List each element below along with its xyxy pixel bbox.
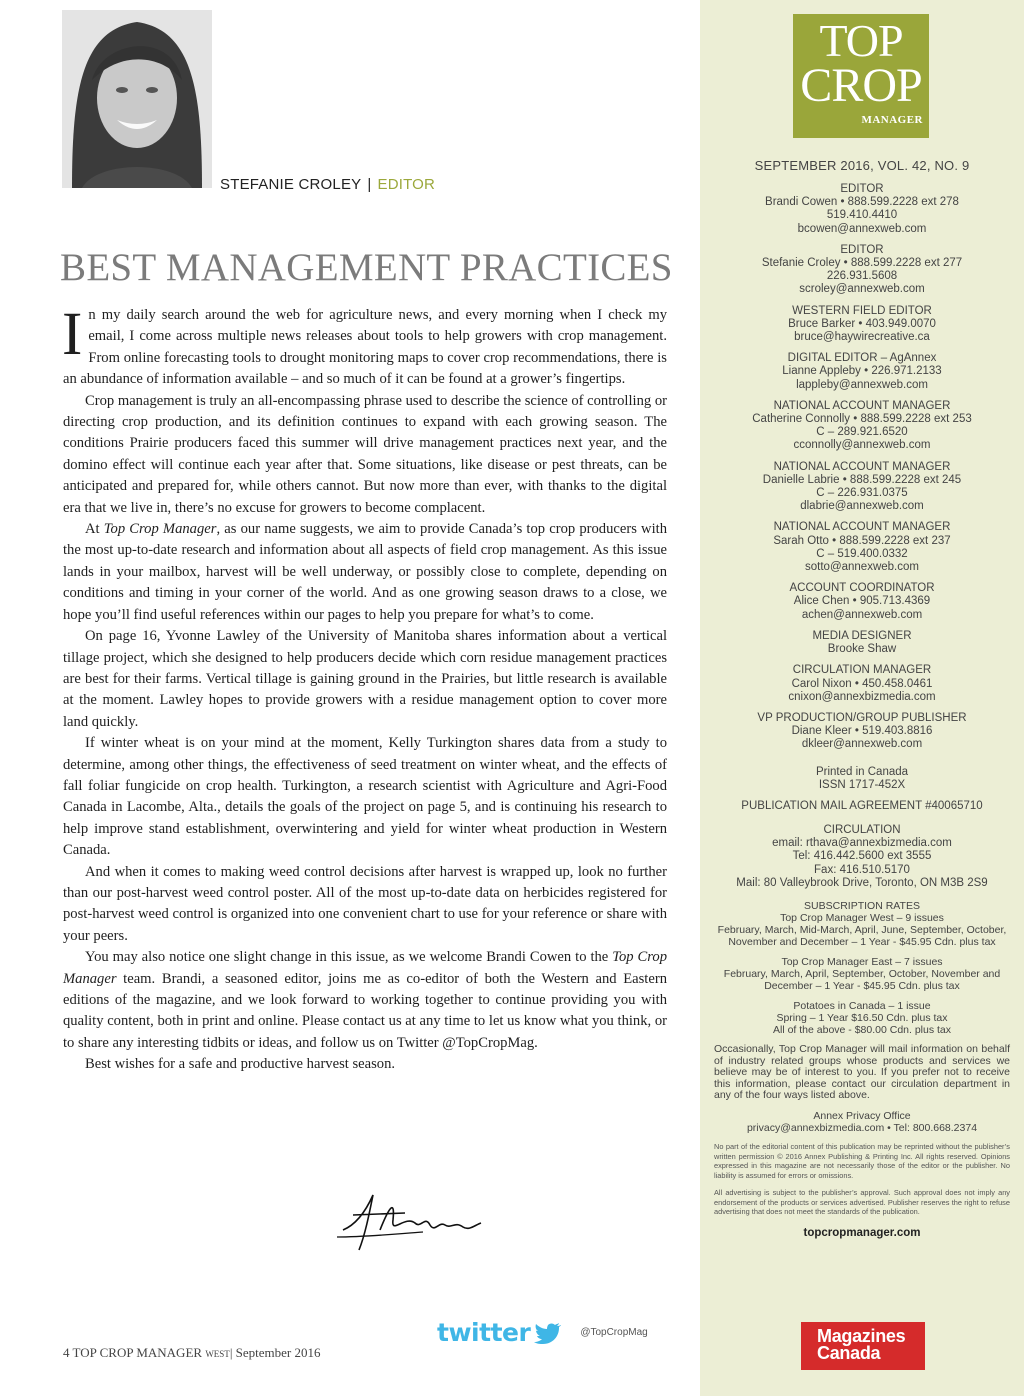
staff-title: CIRCULATION MANAGER	[792, 664, 932, 677]
staff-email[interactable]: dlabrie@annexweb.com	[800, 500, 924, 513]
staff-email[interactable]: scroley@annexweb.com	[799, 283, 925, 296]
paragraph-3: At Top Crop Manager, as our name suggests, we aim to provide Canada’s top crop producers with the most up-to-date research and information about all aspects of field crop management. As this issue lands in your mailbox, harvest will be well underway, or possibly close to complete, depending on conditions and timing in your corner of the world. And as one growing season draws to a close, we hope you’ll find useful references within our pages to help you prepare for what’s to come.	[63, 521, 667, 623]
logo-crop-text: CROP	[800, 59, 922, 112]
editor-portrait-image	[62, 10, 212, 188]
subscription-rates: SUBSCRIPTION RATES Top Crop Manager West – 9 issues February, March, Mid-March, April, June, September, October, November and December – 1 Year - $45.95 Cdn. plus tax	[717, 899, 1007, 948]
article-body	[62, 301, 667, 1076]
staff-title: NATIONAL ACCOUNT MANAGER	[773, 399, 951, 412]
folio-edition: WEST	[205, 1349, 230, 1359]
paragraph-2: Crop management is truly an all-encompassing phrase used to describe the science of controlling or directing crop production, and its definition continues to expand with each growing season. The conditions Prairie producers faced this summer will drive management practices next year, and the domino effect will continue each year after that. Some situations, like disease or pest threats, can be anticipated and prepared for, while others cannot. But now more than ever, with thanks to the digital era that we live in, there’s no excuse for growers to become complacent.	[63, 392, 667, 516]
circulation-info: CIRCULATION email: rthava@annexbizmedia.com Tel: 416.442.5600 ext 3555 Fax: 416.510.5170 Mail: 80 Valleybrook Drive, Toronto, ON M3B 2S9	[714, 824, 1010, 890]
staff-title: CIRCULATION	[823, 823, 901, 836]
editor-role: EDITOR	[377, 176, 436, 193]
staff-title: NATIONAL ACCOUNT MANAGER	[773, 521, 951, 534]
staff-title: MEDIA DESIGNER	[812, 629, 912, 642]
paragraph-8: Best wishes for a safe and productive harvest season.	[85, 1056, 396, 1073]
staff-email[interactable]: achen@annexweb.com	[801, 608, 923, 621]
subscription-east: Top Crop Manager East – 7 issues February, March, April, September, October, November and December – 1 Year - $45.95 Cdn. plus tax	[723, 955, 1001, 992]
staff-account-manager-2: NATIONAL ACCOUNT MANAGER Danielle Labrie • 888.599.2228 ext 245 C – 226.931.0375 dlabrie@annexweb.com	[714, 461, 1010, 514]
staff-editor-2: EDITOR Stefanie Croley • 888.599.2228 ext 277 226.931.5608 scroley@annexweb.com	[714, 244, 1010, 297]
staff-title: ACCOUNT COORDINATOR	[789, 582, 935, 595]
copyright-notice: No part of the editorial content of this publication may be reprinted without the publisher’s written permission © 2016 Annex Publishing & Printing Inc. All rights reserved. Opinions expressed in this magazine are not necessarily those of the editor or the publisher. No liability is assumed for errors or omissions.	[714, 1141, 1010, 1180]
staff-editor-1: EDITOR Brandi Cowen • 888.599.2228 ext 278 519.410.4410 bcowen@annexweb.com	[714, 183, 1010, 236]
paragraph-1: In my daily search around the web for agriculture news, and every morning when I check my email, I come across multiple news releases about tools to help growers with crop management. From online forecasting tools to drought monitoring maps to cover crop recommendations, there is an abundance of information available – and so much of it can be found at a grower’s fingertips.	[62, 301, 667, 388]
staff-email[interactable]: lappleby@annexweb.com	[796, 378, 928, 391]
twitter-bird-icon	[534, 1322, 562, 1344]
magazines-canada-logo: Magazines Canada	[801, 1322, 925, 1370]
twitter-handle: @TopCropMag	[580, 1327, 648, 1338]
masthead-sidebar	[700, 0, 1024, 1396]
issue-line: SEPTEMBER 2016, VOL. 42, NO. 9	[754, 158, 970, 173]
logo-top-text: TOP	[819, 15, 903, 66]
staff-title: VP PRODUCTION/GROUP PUBLISHER	[757, 711, 967, 724]
staff-title: EDITOR	[840, 183, 884, 195]
editor-photo	[62, 10, 212, 188]
page-number: 4	[63, 1345, 70, 1360]
privacy-office: Annex Privacy Office privacy@annexbizmedia.com • Tel: 800.668.2374	[714, 1110, 1010, 1134]
staff-email[interactable]: cconnolly@annexweb.com	[793, 439, 931, 452]
twitter-badge[interactable]	[437, 1318, 648, 1347]
twitter-wordmark: twitter	[437, 1318, 531, 1347]
circulation-email[interactable]: email: rthava@annexbizmedia.com	[772, 837, 952, 850]
editor-name: STEFANIE CROLEY	[220, 176, 362, 193]
editor-byline	[220, 176, 435, 193]
staff-vp-production: VP PRODUCTION/GROUP PUBLISHER Diane Kleer • 519.403.8816 dkleer@annexweb.com	[714, 712, 1010, 752]
drop-cap: I	[62, 301, 83, 368]
paragraph-5: If winter wheat is on your mind at the moment, Kelly Turkington shares data from a study to determine, among other things, the effectiveness of seed treatment on winter wheat, and the effects of fall foliar fungicide on crop health. Turkington, a research scientist with Agriculture and Agri-Food Canada in Lacombe, Alta., details the goals of the project on page 5, and is continuing his research to help improve stand establishment, overwintering and yield for winter wheat production in Western Canada.	[63, 735, 667, 859]
staff-media-designer: MEDIA DESIGNER Brooke Shaw	[714, 630, 1010, 656]
byline-separator: |	[367, 176, 372, 193]
staff-title: EDITOR	[840, 243, 884, 256]
subscription-potatoes: Potatoes in Canada – 1 issue Spring – 1 Year $16.50 Cdn. plus tax All of the above - $80.00 Cdn. plus tax	[772, 999, 952, 1036]
page-folio	[63, 1345, 321, 1361]
staff-western-field-editor: WESTERN FIELD EDITOR Bruce Barker • 403.949.0070 bruce@haywirecreative.ca	[714, 305, 1010, 345]
staff-digital-editor: DIGITAL EDITOR – AgAnnex Lianne Appleby • 226.971.2133 lappleby@annexweb.com	[714, 352, 1010, 392]
publication-mail-agreement: PUBLICATION MAIL AGREEMENT #40065710	[741, 799, 983, 812]
mailing-notice: Occasionally, Top Crop Manager will mail information on behalf of industry related groups whose products and services we believe may be of interest to you. If you prefer not to receive this information, please contact our circulation department in any of the four ways listed above.	[714, 1042, 1010, 1102]
staff-account-coordinator: ACCOUNT COORDINATOR Alice Chen • 905.713.4369 achen@annexweb.com	[714, 582, 1010, 622]
staff-email[interactable]: dkleer@annexweb.com	[801, 738, 923, 751]
article-headline: BEST MANAGEMENT PRACTICES	[60, 246, 673, 289]
paragraph-6: And when it comes to making weed control decisions after harvest is wrapped up, look no further than our post-harvest weed control poster. All of the most up-to-date data on herbicides registered for post-harvest weed control is organized into one convenient chart to use for your reference or share with your peers.	[63, 863, 667, 944]
staff-title: WESTERN FIELD EDITOR	[792, 304, 932, 317]
website-link[interactable]: topcropmanager.com	[803, 1227, 921, 1240]
staff-account-manager-1: NATIONAL ACCOUNT MANAGER Catherine Connolly • 888.599.2228 ext 253 C – 289.921.6520 cconnolly@annexweb.com	[714, 400, 1010, 453]
staff-title: DIGITAL EDITOR – AgAnnex	[787, 352, 937, 365]
paragraph-4: On page 16, Yvonne Lawley of the University of Manitoba shares information about a vertical tillage project, which she designed to help producers decide which corn residue management practices are best for their farms. Vertical tillage is gaining ground in the Prairies, but little research is available at the moment. Lawley hopes to provide growers with a residue management option to cover more land quickly.	[63, 628, 667, 730]
paragraph-7: You may also notice one slight change in this issue, as we welcome Brandi Cowen to the Top Crop Manager team. Brandi, a seasoned editor, joins me as co-editor of both the Western and Eastern editions of the magazine, and we look forward to working together to continue providing you with quality content, both in print and online. Please contact us at any time to let us know what you think, or to share any interesting tidbits or ideas, and follow us on Twitter @TopCropMag.	[63, 949, 667, 1051]
logo-manager-text: MANAGER	[861, 114, 923, 126]
staff-email[interactable]: bruce@haywirecreative.ca	[794, 331, 930, 344]
staff-email[interactable]: sotto@annexweb.com	[805, 561, 919, 574]
staff-email[interactable]: cnixon@annexbizmedia.com	[788, 690, 936, 703]
staff-account-manager-3: NATIONAL ACCOUNT MANAGER Sarah Otto • 888.599.2228 ext 237 C – 519.400.0332 sotto@annexweb.com	[714, 521, 1010, 574]
folio-date: | September 2016	[229, 1345, 321, 1360]
staff-email[interactable]: bcowen@annexweb.com	[797, 222, 927, 235]
top-crop-manager-logo	[793, 14, 929, 138]
folio-title: TOP CROP MANAGER	[72, 1345, 203, 1360]
staff-title: NATIONAL ACCOUNT MANAGER	[773, 460, 951, 473]
staff-circulation-manager: CIRCULATION MANAGER Carol Nixon • 450.458.0461 cnixon@annexbizmedia.com	[714, 664, 1010, 704]
masthead-info	[714, 158, 1010, 1239]
print-info: Printed in Canada ISSN 1717-452X	[815, 765, 909, 791]
handwritten-signature	[335, 1185, 485, 1255]
advertising-notice: All advertising is subject to the publisher’s approval. Such approval does not imply any endorsement of the products or services advertised. Publisher reserves the right to refuse advertising that does not meet the standards of the publication.	[714, 1188, 1010, 1217]
privacy-contact[interactable]: privacy@annexbizmedia.com • Tel: 800.668.2374	[746, 1121, 978, 1134]
